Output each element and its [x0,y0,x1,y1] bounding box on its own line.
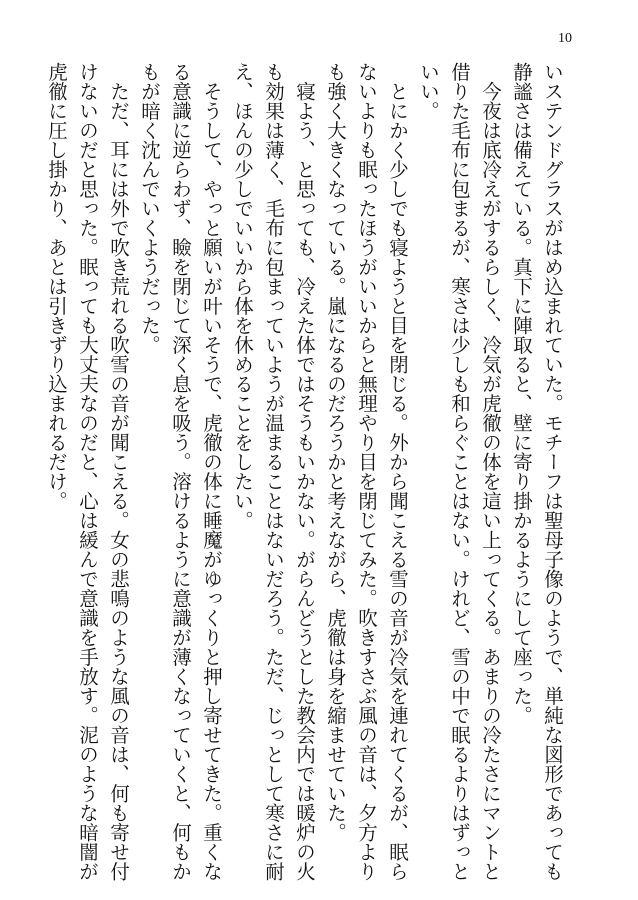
text-line: も効果は薄く、毛布に包まっていようが温まることはないだろう。ただ、じっとして寒さに耐 [262,62,285,881]
text-line: も強く大きくなっている。嵐になるのだろうかと考えながら、虎徹は身を縮ませていた。 [324,62,347,842]
text-line: 今夜は底冷えがするらしく、冷気が虎徹の体を這い上ってくる。あまりの冷たさにマントと [479,62,502,881]
text-line: けないのだと思った。眠っても大丈夫なのだと、心は緩んで意識を手放す。泥のような暗闇が [76,62,99,881]
text-line: そうして、やっと願いが叶いそうで、虎徹の体に睡魔がゆっくりと押し寄せてきた。重くな [200,62,223,881]
text-line: いい。 [417,62,440,121]
text-line: る意識に逆らわず、瞼を閉じて深く息を吸う。溶けるように意識が薄くなっていくと、何もか [169,62,192,881]
text-line: 寝よう、と思っても、冷えた体ではそうもいかない。がらんどうとした教会内では暖炉の火 [293,62,316,881]
text-line: とにかく少しでも寝ようと目を閉じる。外から聞こえる雪の音が冷気を連れてくるが、眠ら [386,62,409,881]
text-line: いステンドグラスがはめ込まれていた。モチーフは聖母子像のようで、単純な図形であっても [541,62,564,881]
text-line: 借りた毛布に包まるが、寒さは少しも和らぐことはない。けれど、雪の中で眠るよりはずっと [448,62,471,881]
body-text [41,62,568,881]
text-line: もが暗く沈んでいくようだった。 [138,62,161,355]
text-line: 虎徹に圧し掛かり、あとは引きずり込まれるだけ。 [45,62,68,511]
text-line: え、ほんの少しでいいから体を休めることをしたい。 [231,62,254,530]
text-line: ないよりも眠ったほうがいいからと無理やり目を閉じてみた。吹きすさぶ風の音は、夕方より [355,62,378,881]
page-number: 10 [558,31,572,46]
text-line: ただ、耳には外で吹き荒れる吹雪の音が聞こえる。女の悲鳴のような風の音は、何も寄せ付 [107,62,130,881]
text-line: 静謐さは備えている。真下に陣取ると、壁に寄り掛かるようにして座った。 [510,62,533,725]
